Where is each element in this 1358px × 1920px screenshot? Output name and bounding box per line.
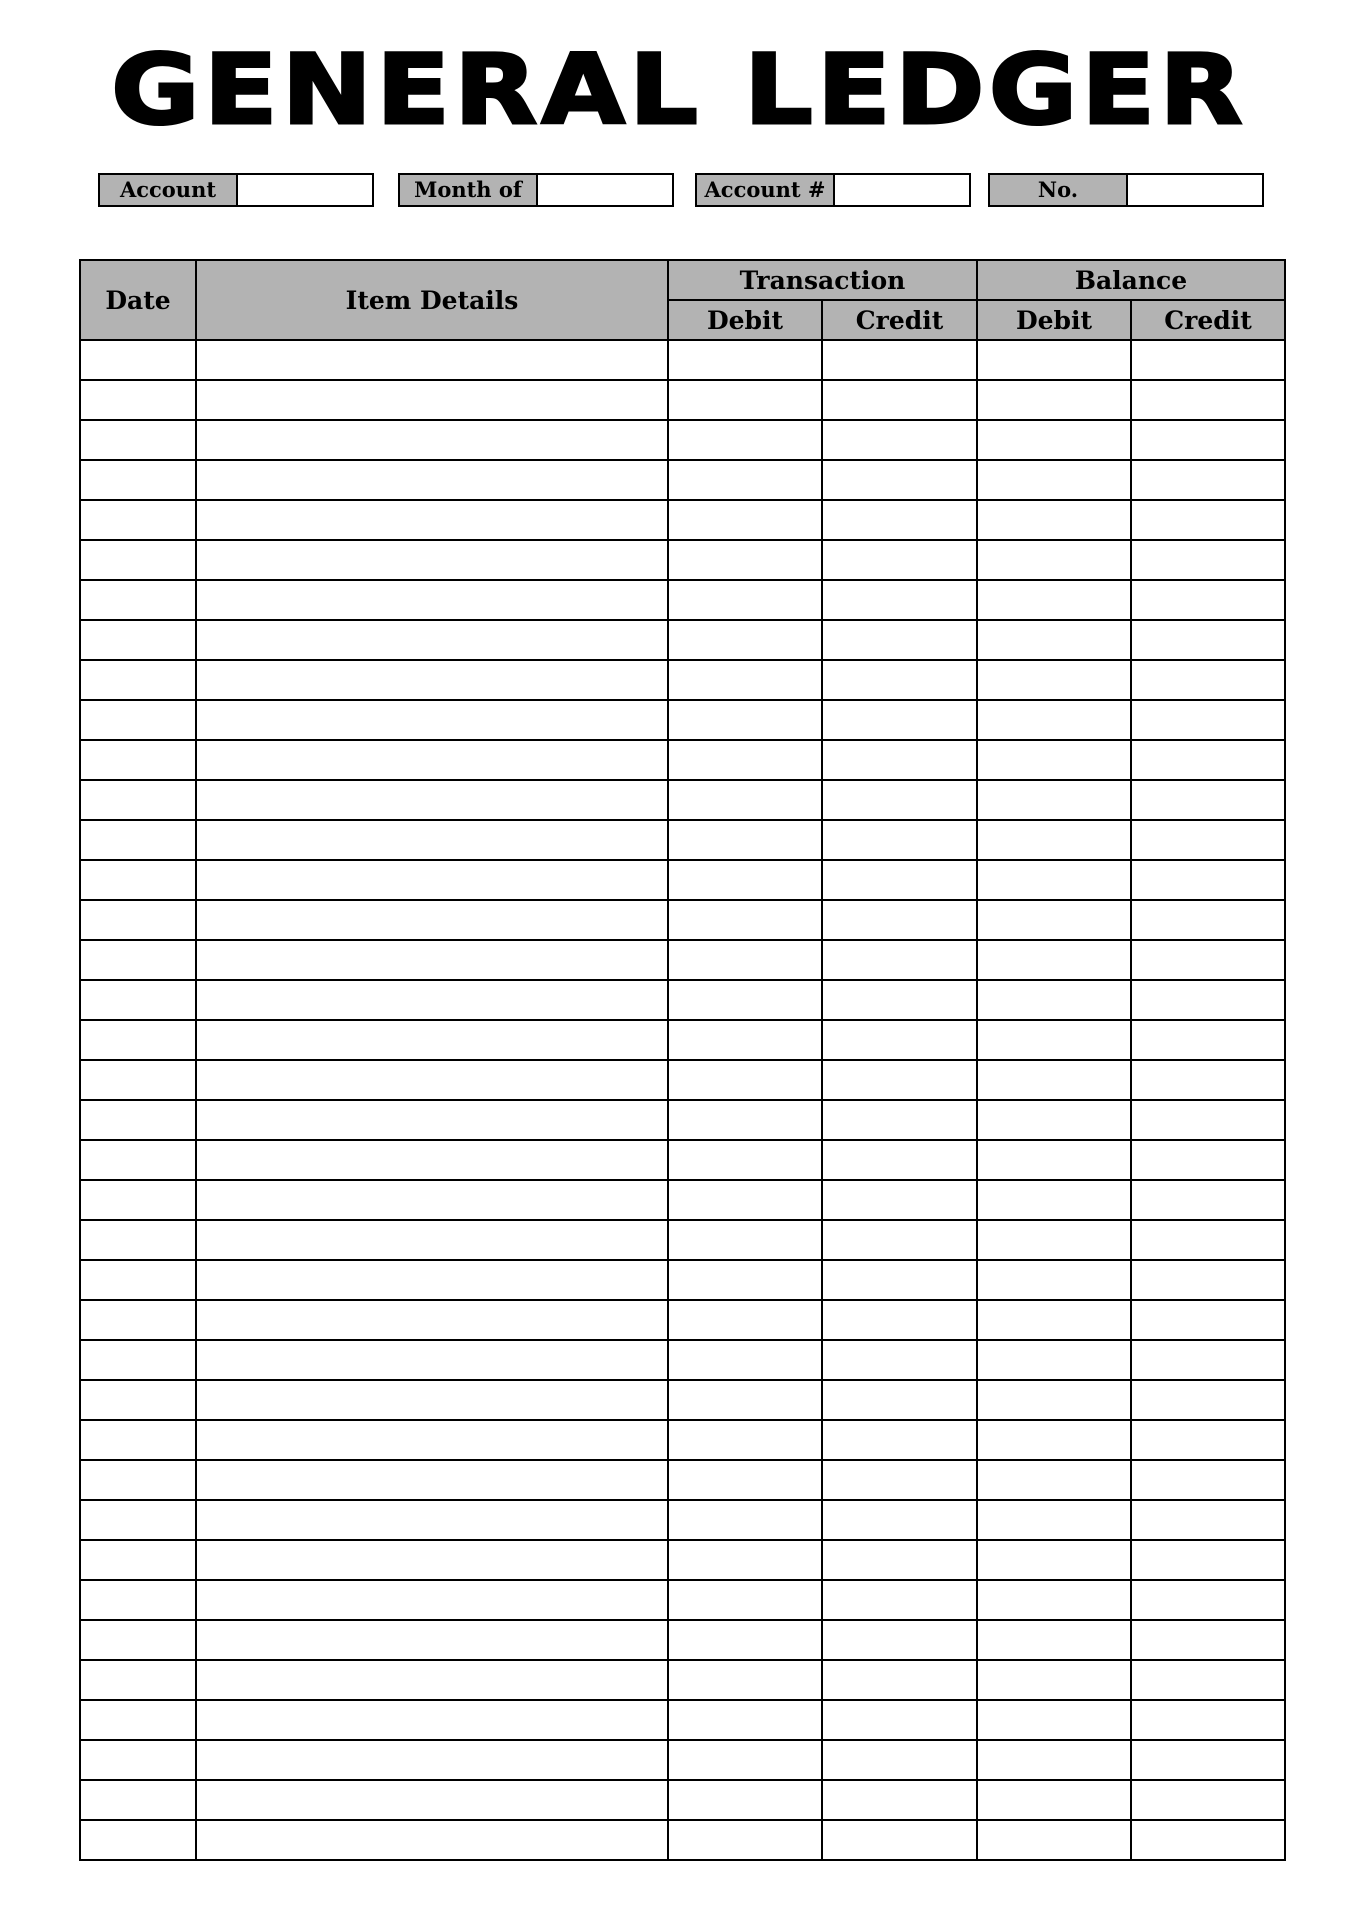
table-row — [80, 980, 1285, 1020]
balance-credit-cell[interactable] — [1131, 460, 1285, 500]
balance-credit-cell[interactable] — [1131, 1620, 1285, 1660]
date-cell[interactable] — [80, 1580, 196, 1620]
transaction-debit-cell[interactable] — [668, 700, 822, 740]
date-cell[interactable] — [80, 500, 196, 540]
balance-debit-cell[interactable] — [977, 860, 1131, 900]
date-cell[interactable] — [80, 1620, 196, 1660]
balance-credit-cell[interactable] — [1131, 1700, 1285, 1740]
transaction-credit-cell[interactable] — [822, 1740, 977, 1780]
table-row — [80, 780, 1285, 820]
transaction-credit-cell[interactable] — [822, 1020, 977, 1060]
balance-credit-cell[interactable] — [1131, 1780, 1285, 1820]
table-row — [80, 1220, 1285, 1260]
date-cell[interactable] — [80, 1140, 196, 1180]
item-details-cell[interactable] — [196, 1540, 668, 1580]
item-details-cell[interactable] — [196, 1260, 668, 1300]
item-details-cell[interactable] — [196, 1700, 668, 1740]
table-row — [80, 940, 1285, 980]
date-cell[interactable] — [80, 1500, 196, 1540]
transaction-debit-cell[interactable] — [668, 820, 822, 860]
item-details-cell[interactable] — [196, 1140, 668, 1180]
balance-credit-cell[interactable] — [1131, 740, 1285, 780]
item-details-cell[interactable] — [196, 1580, 668, 1620]
item-details-cell[interactable] — [196, 1340, 668, 1380]
transaction-debit-cell[interactable] — [668, 660, 822, 700]
transaction-credit-cell[interactable] — [822, 820, 977, 860]
item-details-cell[interactable] — [196, 660, 668, 700]
balance-debit-cell[interactable] — [977, 1300, 1131, 1340]
account-field — [98, 173, 374, 207]
item-details-cell[interactable] — [196, 380, 668, 420]
item-details-cell[interactable] — [196, 1220, 668, 1260]
item-details-cell[interactable] — [196, 860, 668, 900]
date-cell[interactable] — [80, 780, 196, 820]
balance-debit-cell[interactable] — [977, 1060, 1131, 1100]
date-cell[interactable] — [80, 1260, 196, 1300]
table-row — [80, 1740, 1285, 1780]
transaction-credit-cell[interactable] — [822, 740, 977, 780]
table-row — [80, 1660, 1285, 1700]
date-cell[interactable] — [80, 1780, 196, 1820]
transaction-debit-cell[interactable] — [668, 420, 822, 460]
date-cell[interactable] — [80, 340, 196, 380]
item-details-cell[interactable] — [196, 900, 668, 940]
table-row — [80, 900, 1285, 940]
date-cell[interactable] — [80, 1660, 196, 1700]
balance-debit-cell[interactable] — [977, 1620, 1131, 1660]
item-details-cell[interactable] — [196, 340, 668, 380]
account-input[interactable] — [238, 175, 372, 205]
transaction-debit-cell[interactable] — [668, 940, 822, 980]
transaction-debit-cell[interactable] — [668, 1500, 822, 1540]
date-cell[interactable] — [80, 1020, 196, 1060]
transaction-credit-cell[interactable] — [822, 500, 977, 540]
balance-credit-cell[interactable] — [1131, 1660, 1285, 1700]
transaction-credit-cell[interactable] — [822, 700, 977, 740]
transaction-credit-cell[interactable] — [822, 540, 977, 580]
balance-debit-cell[interactable] — [977, 420, 1131, 460]
date-cell[interactable] — [80, 1820, 196, 1860]
balance-debit-cell[interactable] — [977, 1100, 1131, 1140]
item-details-cell[interactable] — [196, 1300, 668, 1340]
transaction-credit-cell[interactable] — [822, 1420, 977, 1460]
ledger-body — [80, 340, 1285, 1860]
balance-credit-cell[interactable] — [1131, 1020, 1285, 1060]
date-cell[interactable] — [80, 1540, 196, 1580]
date-cell[interactable] — [80, 380, 196, 420]
balance-debit-cell[interactable] — [977, 460, 1131, 500]
transaction-credit-cell[interactable] — [822, 1660, 977, 1700]
transaction-debit-cell[interactable] — [668, 980, 822, 1020]
transaction-credit-cell[interactable] — [822, 940, 977, 980]
transaction-debit-cell[interactable] — [668, 1780, 822, 1820]
number-field — [988, 173, 1264, 207]
balance-debit-cell[interactable] — [977, 620, 1131, 660]
date-cell[interactable] — [80, 940, 196, 980]
table-row — [80, 660, 1285, 700]
table-row — [80, 1340, 1285, 1380]
table-row — [80, 1260, 1285, 1300]
account-label: Account — [100, 175, 238, 205]
table-row — [80, 1580, 1285, 1620]
balance-credit-cell[interactable] — [1131, 820, 1285, 860]
transaction-credit-header: Credit — [822, 300, 977, 340]
item-details-cell[interactable] — [196, 1660, 668, 1700]
balance-credit-cell[interactable] — [1131, 980, 1285, 1020]
balance-debit-cell[interactable] — [977, 700, 1131, 740]
transaction-credit-cell[interactable] — [822, 1380, 977, 1420]
number-input[interactable] — [1128, 175, 1262, 205]
balance-debit-cell[interactable] — [977, 1380, 1131, 1420]
transaction-credit-cell[interactable] — [822, 1620, 977, 1660]
month-of-label: Month of — [400, 175, 538, 205]
table-row — [80, 1020, 1285, 1060]
item-details-cell[interactable] — [196, 620, 668, 660]
item-details-cell[interactable] — [196, 1020, 668, 1060]
date-cell[interactable] — [80, 900, 196, 940]
balance-credit-cell[interactable] — [1131, 1220, 1285, 1260]
transaction-credit-cell[interactable] — [822, 380, 977, 420]
balance-debit-cell[interactable] — [977, 740, 1131, 780]
item-details-cell[interactable] — [196, 1820, 668, 1860]
transaction-debit-cell[interactable] — [668, 1540, 822, 1580]
item-details-cell[interactable] — [196, 820, 668, 860]
transaction-debit-cell[interactable] — [668, 1660, 822, 1700]
date-header: Date — [80, 260, 196, 340]
transaction-credit-cell[interactable] — [822, 1340, 977, 1380]
balance-debit-cell[interactable] — [977, 1820, 1131, 1860]
item-details-cell[interactable] — [196, 700, 668, 740]
transaction-debit-cell[interactable] — [668, 1460, 822, 1500]
transaction-credit-cell[interactable] — [822, 1540, 977, 1580]
table-row — [80, 1540, 1285, 1580]
balance-debit-cell[interactable] — [977, 1220, 1131, 1260]
transaction-credit-cell[interactable] — [822, 1700, 977, 1740]
balance-debit-cell[interactable] — [977, 1500, 1131, 1540]
item-details-cell[interactable] — [196, 1740, 668, 1780]
item-details-cell[interactable] — [196, 1780, 668, 1820]
balance-credit-cell[interactable] — [1131, 1500, 1285, 1540]
transaction-debit-cell[interactable] — [668, 1100, 822, 1140]
date-cell[interactable] — [80, 980, 196, 1020]
item-details-cell[interactable] — [196, 1180, 668, 1220]
balance-debit-cell[interactable] — [977, 1460, 1131, 1500]
balance-debit-cell[interactable] — [977, 580, 1131, 620]
balance-header: Balance — [977, 260, 1285, 300]
date-cell[interactable] — [80, 660, 196, 700]
balance-debit-cell[interactable] — [977, 1140, 1131, 1180]
table-row — [80, 1460, 1285, 1500]
item-details-header: Item Details — [196, 260, 668, 340]
balance-credit-cell[interactable] — [1131, 1580, 1285, 1620]
date-cell[interactable] — [80, 580, 196, 620]
transaction-debit-cell[interactable] — [668, 1620, 822, 1660]
transaction-debit-cell[interactable] — [668, 1340, 822, 1380]
balance-credit-cell[interactable] — [1131, 420, 1285, 460]
transaction-credit-cell[interactable] — [822, 1140, 977, 1180]
item-details-cell[interactable] — [196, 1500, 668, 1540]
transaction-credit-cell[interactable] — [822, 1300, 977, 1340]
transaction-debit-cell[interactable] — [668, 1260, 822, 1300]
account-number-field — [695, 173, 971, 207]
number-label: No. — [990, 175, 1128, 205]
table-row — [80, 1100, 1285, 1140]
item-details-cell[interactable] — [196, 580, 668, 620]
transaction-credit-cell[interactable] — [822, 620, 977, 660]
balance-credit-cell[interactable] — [1131, 540, 1285, 580]
transaction-debit-cell[interactable] — [668, 1420, 822, 1460]
item-details-cell[interactable] — [196, 1100, 668, 1140]
item-details-cell[interactable] — [196, 780, 668, 820]
balance-credit-cell[interactable] — [1131, 1300, 1285, 1340]
transaction-debit-cell[interactable] — [668, 340, 822, 380]
table-row — [80, 580, 1285, 620]
table-row — [80, 1700, 1285, 1740]
item-details-cell[interactable] — [196, 1420, 668, 1460]
balance-credit-cell[interactable] — [1131, 780, 1285, 820]
balance-credit-cell[interactable] — [1131, 1420, 1285, 1460]
balance-debit-cell[interactable] — [977, 380, 1131, 420]
balance-debit-cell[interactable] — [977, 1260, 1131, 1300]
balance-debit-cell[interactable] — [977, 540, 1131, 580]
date-cell[interactable] — [80, 1380, 196, 1420]
date-cell[interactable] — [80, 1060, 196, 1100]
date-cell[interactable] — [80, 1220, 196, 1260]
balance-credit-cell[interactable] — [1131, 1260, 1285, 1300]
balance-debit-cell[interactable] — [977, 1660, 1131, 1700]
transaction-debit-cell[interactable] — [668, 580, 822, 620]
transaction-credit-cell[interactable] — [822, 1500, 977, 1540]
month-of-field — [398, 173, 674, 207]
balance-debit-cell[interactable] — [977, 500, 1131, 540]
transaction-debit-cell[interactable] — [668, 1820, 822, 1860]
date-cell[interactable] — [80, 1100, 196, 1140]
table-row — [80, 1380, 1285, 1420]
balance-credit-cell[interactable] — [1131, 1460, 1285, 1500]
balance-debit-cell[interactable] — [977, 780, 1131, 820]
transaction-debit-cell[interactable] — [668, 1300, 822, 1340]
balance-credit-cell[interactable] — [1131, 940, 1285, 980]
transaction-debit-cell[interactable] — [668, 1700, 822, 1740]
table-row — [80, 1300, 1285, 1340]
transaction-credit-cell[interactable] — [822, 1460, 977, 1500]
balance-credit-cell[interactable] — [1131, 1820, 1285, 1860]
balance-debit-cell[interactable] — [977, 980, 1131, 1020]
balance-credit-cell[interactable] — [1131, 1180, 1285, 1220]
balance-debit-cell[interactable] — [977, 1780, 1131, 1820]
balance-credit-cell[interactable] — [1131, 1060, 1285, 1100]
transaction-debit-cell[interactable] — [668, 620, 822, 660]
transaction-credit-cell[interactable] — [822, 780, 977, 820]
item-details-cell[interactable] — [196, 1060, 668, 1100]
item-details-cell[interactable] — [196, 1380, 668, 1420]
date-cell[interactable] — [80, 700, 196, 740]
balance-debit-cell[interactable] — [977, 900, 1131, 940]
balance-debit-cell[interactable] — [977, 660, 1131, 700]
transaction-debit-cell[interactable] — [668, 1740, 822, 1780]
table-row — [80, 1060, 1285, 1100]
balance-credit-cell[interactable] — [1131, 700, 1285, 740]
transaction-debit-cell[interactable] — [668, 1020, 822, 1060]
transaction-debit-cell[interactable] — [668, 380, 822, 420]
balance-debit-header: Debit — [977, 300, 1131, 340]
table-row — [80, 620, 1285, 660]
ledger-table — [79, 259, 1286, 1861]
balance-credit-cell[interactable] — [1131, 860, 1285, 900]
transaction-debit-cell[interactable] — [668, 500, 822, 540]
date-cell[interactable] — [80, 820, 196, 860]
balance-debit-cell[interactable] — [977, 1420, 1131, 1460]
table-row — [80, 460, 1285, 500]
transaction-debit-cell[interactable] — [668, 460, 822, 500]
transaction-debit-cell[interactable] — [668, 1140, 822, 1180]
item-details-cell[interactable] — [196, 500, 668, 540]
balance-credit-cell[interactable] — [1131, 1340, 1285, 1380]
table-row — [80, 340, 1285, 380]
balance-debit-cell[interactable] — [977, 1700, 1131, 1740]
table-row — [80, 1780, 1285, 1820]
item-details-cell[interactable] — [196, 980, 668, 1020]
transaction-credit-cell[interactable] — [822, 580, 977, 620]
transaction-credit-cell[interactable] — [822, 900, 977, 940]
transaction-credit-cell[interactable] — [822, 1180, 977, 1220]
balance-debit-cell[interactable] — [977, 1180, 1131, 1220]
table-row — [80, 1500, 1285, 1540]
table-row — [80, 1820, 1285, 1860]
transaction-debit-cell[interactable] — [668, 860, 822, 900]
transaction-credit-cell[interactable] — [822, 340, 977, 380]
table-row — [80, 820, 1285, 860]
date-cell[interactable] — [80, 1180, 196, 1220]
transaction-debit-cell[interactable] — [668, 540, 822, 580]
date-cell[interactable] — [80, 1740, 196, 1780]
balance-credit-cell[interactable] — [1131, 660, 1285, 700]
page-title: GENERAL LEDGER — [111, 34, 1247, 146]
transaction-credit-cell[interactable] — [822, 1100, 977, 1140]
balance-credit-cell[interactable] — [1131, 1540, 1285, 1580]
balance-debit-cell[interactable] — [977, 820, 1131, 860]
transaction-credit-cell[interactable] — [822, 660, 977, 700]
balance-debit-cell[interactable] — [977, 1740, 1131, 1780]
item-details-cell[interactable] — [196, 1460, 668, 1500]
item-details-cell[interactable] — [196, 740, 668, 780]
balance-credit-cell[interactable] — [1131, 620, 1285, 660]
date-cell[interactable] — [80, 420, 196, 460]
balance-debit-cell[interactable] — [977, 1340, 1131, 1380]
transaction-credit-cell[interactable] — [822, 1060, 977, 1100]
balance-credit-cell[interactable] — [1131, 900, 1285, 940]
item-details-cell[interactable] — [196, 540, 668, 580]
transaction-debit-header: Debit — [668, 300, 822, 340]
month-of-input[interactable] — [538, 175, 672, 205]
balance-credit-cell[interactable] — [1131, 380, 1285, 420]
balance-credit-header: Credit — [1131, 300, 1285, 340]
balance-credit-cell[interactable] — [1131, 1380, 1285, 1420]
balance-debit-cell[interactable] — [977, 1020, 1131, 1060]
balance-debit-cell[interactable] — [977, 940, 1131, 980]
transaction-debit-cell[interactable] — [668, 1580, 822, 1620]
balance-credit-cell[interactable] — [1131, 1740, 1285, 1780]
date-cell[interactable] — [80, 1340, 196, 1380]
table-row — [80, 420, 1285, 460]
transaction-debit-cell[interactable] — [668, 740, 822, 780]
transaction-credit-cell[interactable] — [822, 420, 977, 460]
table-row — [80, 380, 1285, 420]
item-details-cell[interactable] — [196, 460, 668, 500]
date-cell[interactable] — [80, 1460, 196, 1500]
transaction-debit-cell[interactable] — [668, 900, 822, 940]
transaction-credit-cell[interactable] — [822, 1780, 977, 1820]
account-number-input[interactable] — [835, 175, 969, 205]
transaction-header: Transaction — [668, 260, 977, 300]
date-cell[interactable] — [80, 860, 196, 900]
account-number-label: Account # — [697, 175, 835, 205]
table-row — [80, 740, 1285, 780]
header-fields — [0, 173, 1358, 211]
transaction-credit-cell[interactable] — [822, 1220, 977, 1260]
date-cell[interactable] — [80, 1300, 196, 1340]
balance-credit-cell[interactable] — [1131, 500, 1285, 540]
table-row — [80, 1620, 1285, 1660]
transaction-credit-cell[interactable] — [822, 460, 977, 500]
transaction-credit-cell[interactable] — [822, 980, 977, 1020]
balance-debit-cell[interactable] — [977, 340, 1131, 380]
date-cell[interactable] — [80, 1420, 196, 1460]
table-row — [80, 540, 1285, 580]
transaction-credit-cell[interactable] — [822, 1260, 977, 1300]
transaction-debit-cell[interactable] — [668, 1180, 822, 1220]
table-row — [80, 1140, 1285, 1180]
item-details-cell[interactable] — [196, 940, 668, 980]
balance-debit-cell[interactable] — [977, 1580, 1131, 1620]
balance-credit-cell[interactable] — [1131, 580, 1285, 620]
balance-credit-cell[interactable] — [1131, 1140, 1285, 1180]
transaction-debit-cell[interactable] — [668, 780, 822, 820]
balance-credit-cell[interactable] — [1131, 340, 1285, 380]
transaction-credit-cell[interactable] — [822, 1580, 977, 1620]
date-cell[interactable] — [80, 740, 196, 780]
transaction-credit-cell[interactable] — [822, 1820, 977, 1860]
balance-debit-cell[interactable] — [977, 1540, 1131, 1580]
table-row — [80, 860, 1285, 900]
table-row — [80, 1420, 1285, 1460]
transaction-debit-cell[interactable] — [668, 1060, 822, 1100]
date-cell[interactable] — [80, 540, 196, 580]
item-details-cell[interactable] — [196, 1620, 668, 1660]
date-cell[interactable] — [80, 620, 196, 660]
item-details-cell[interactable] — [196, 420, 668, 460]
transaction-debit-cell[interactable] — [668, 1380, 822, 1420]
date-cell[interactable] — [80, 1700, 196, 1740]
balance-credit-cell[interactable] — [1131, 1100, 1285, 1140]
date-cell[interactable] — [80, 460, 196, 500]
table-row — [80, 700, 1285, 740]
transaction-debit-cell[interactable] — [668, 1220, 822, 1260]
table-row — [80, 500, 1285, 540]
transaction-credit-cell[interactable] — [822, 860, 977, 900]
table-row — [80, 1180, 1285, 1220]
